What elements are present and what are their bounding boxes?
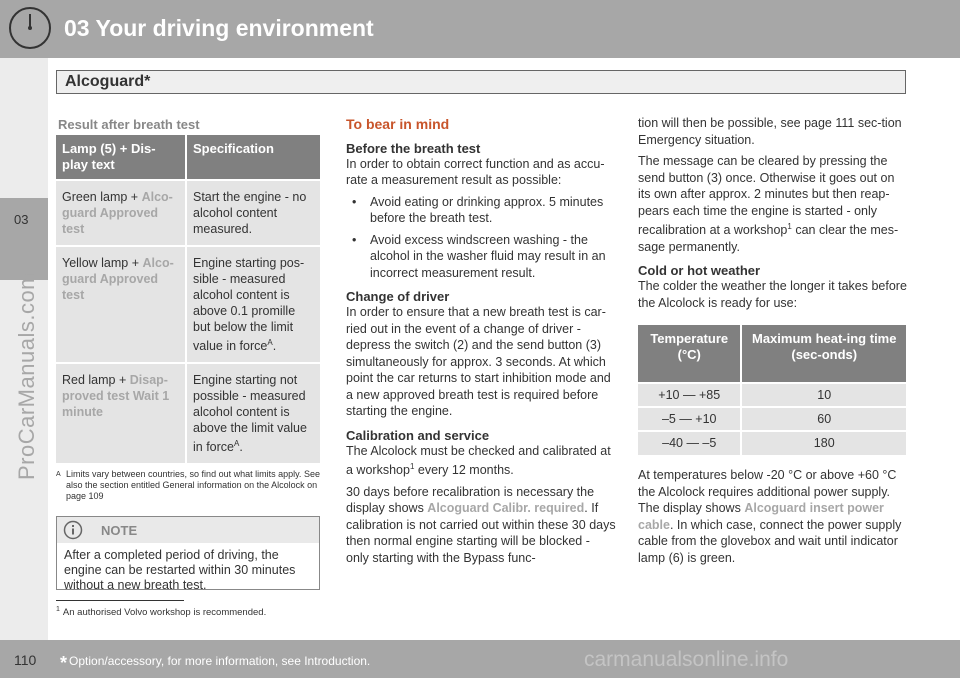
side-watermark: ProCarManuals.com <box>14 270 39 480</box>
power-text-b: . In which case, connect the power supply cable from the glovebox and wait until indicator lamp (6) is green. <box>638 517 902 565</box>
display-text: Alco-guard Approved test <box>62 190 173 236</box>
weather-heading: Cold or hot weather <box>638 263 761 279</box>
clear-text-a: The message can be cleared by pressing the send button (3) once. Otherwise it goes out on its own after approx. 2 minutes but then reap-pears each time the engine is started - only recalibration at a workshop <box>638 154 895 238</box>
spec-text: Engine starting pos-sible - measured alcohol content is above 0.1 promille but below the limit value in force <box>193 256 305 354</box>
temperature-cell: +10 — +85 <box>638 383 741 407</box>
temperature-table <box>638 325 906 455</box>
header-spec: Specification <box>186 135 320 180</box>
spec-note-mark: A <box>234 439 240 449</box>
chapter-tab <box>0 198 48 280</box>
speedometer-icon <box>8 6 52 50</box>
lamp-cell <box>56 246 186 363</box>
calib-text-b: . If calibration is not carried out within these 30 days then normal engine starting will be blocked - only starting with the Bypass func- <box>346 501 616 565</box>
table-header-row <box>56 135 320 180</box>
service-text-a: The Alcolock must be checked and calibrated at a workshop <box>346 443 611 478</box>
temperature-cell: –5 — +10 <box>638 407 741 431</box>
chapter-header <box>0 0 960 58</box>
list-item: • Avoid eating or drinking approx. 5 minutes before the breath test. <box>346 194 616 227</box>
table-row <box>638 431 906 455</box>
header-lamp: Lamp (5) + Dis-play text <box>56 135 186 180</box>
info-icon <box>63 520 83 540</box>
spec-cell <box>186 180 320 246</box>
footnote-marker: 1 <box>56 606 60 613</box>
column-right <box>638 115 908 571</box>
page-footer <box>0 640 960 678</box>
spec-cell: Engine starting not possible - measured alcohol content is above the limit value in force$^A$. <box>186 363 320 463</box>
chapter-number: 03 <box>14 212 29 227</box>
display-text: Alco-guard Approved test <box>62 256 174 302</box>
table-note-text: Limits vary between countries, so find out what limits apply. See also the section entitled General information on the Alcolock on page 109 <box>66 469 320 502</box>
before-test-heading: Before the breath test <box>346 140 481 156</box>
chapter-title: 03 Your driving environment <box>64 15 374 41</box>
result-table <box>56 135 320 463</box>
table-header-row <box>638 325 906 383</box>
temperature-cell: –40 — –5 <box>638 431 741 455</box>
footnote-divider <box>56 600 184 601</box>
page-number: 110 <box>14 652 37 668</box>
service-text <box>346 443 616 479</box>
power-text-a: At temperatures below -20 °C or above +60 °C the Alcolock requires additional power supply. The display shows <box>638 468 897 516</box>
weather-text: The colder the weather the longer it takes before the Alcolock is ready for use: <box>638 279 907 310</box>
spec-note-mark: A <box>267 338 273 347</box>
column-middle <box>346 116 616 571</box>
header-temperature: Temperature (°C) <box>638 325 741 383</box>
note-header <box>57 517 319 543</box>
footnote-ref: 1 <box>787 222 792 231</box>
column-left <box>56 117 320 593</box>
table-note-marker: A <box>56 471 61 479</box>
note-title: NOTE <box>101 523 138 539</box>
table-row <box>56 363 320 463</box>
calib-text-a: 30 days before recalibration is necessary the display shows <box>346 484 595 516</box>
service-text-b: every 12 months. <box>414 463 514 478</box>
lamp-text: Red lamp + <box>62 373 130 388</box>
note-text: After a completed period of driving, the engine can be restarted within 30 minutes without a new breath test. <box>64 548 296 593</box>
footnote-ref: 1 <box>409 462 415 471</box>
before-test-intro: In order to obtain correct function and as accu-rate a measurement result as possible: <box>346 156 605 187</box>
service-heading: Calibration and service <box>346 427 490 443</box>
lamp-text: Yellow lamp + <box>62 256 143 270</box>
footer-watermark: carmanualsonline.info <box>584 648 789 671</box>
continued-text: tion will then be possible, see page 111 sec-tion Emergency situation. <box>638 116 902 147</box>
footnote <box>56 606 266 618</box>
list-item: • Avoid excess windscreen washing - the alcohol in the washer fluid may result in an incorrect measurement result. <box>346 232 616 282</box>
bear-in-mind-heading: To bear in mind <box>346 116 450 132</box>
lamp-cell <box>56 363 186 463</box>
driver-heading: Change of driver <box>346 289 450 304</box>
result-table-title: Result after breath test <box>58 117 200 132</box>
footnote-text: An authorised Volvo workshop is recommended. <box>62 607 267 619</box>
table-row <box>56 246 320 363</box>
spec-cell: Engine starting pos-sible - measured alcohol content is above 0.1 promille but below the limit value in force$^A$. <box>186 246 320 363</box>
display-text: Disap-proved test Wait 1 minute <box>62 373 170 420</box>
heating-time-cell: 10 <box>741 383 906 407</box>
bullet-list <box>346 194 616 282</box>
heating-time-cell: 60 <box>741 407 906 431</box>
power-supply-text <box>638 467 908 566</box>
header-heating-time: Maximum heat-ing time (sec-onds) <box>741 325 906 383</box>
power-display-text: Alcoguard insert power cable <box>638 501 884 532</box>
spec-text: Start the engine - no alcohol content measured. <box>193 190 307 236</box>
lamp-cell <box>56 180 186 246</box>
footer-note-text: Option/accessory, for more information, see Introduction. <box>69 654 371 668</box>
note-box <box>56 516 320 593</box>
clear-text-b: can clear the mes-sage permanently. <box>638 223 899 254</box>
section-title-box <box>56 70 906 94</box>
calibration-text <box>346 484 616 567</box>
driver-text: In order to ensure that a new breath test is car-ried out in the event of a change of driver - depress the switch (2) and the send button (3) simultaneously for approx. 3 seconds. At which point the car returns to start inhibition mode and a new approved breath test is required before starting the engine. <box>346 305 611 418</box>
section-title: Alcoguard* <box>65 73 151 90</box>
calib-display-text: Alcoguard Calibr. required <box>427 501 585 516</box>
heating-time-cell: 180 <box>741 431 906 455</box>
table-note <box>56 469 320 502</box>
clear-message-text <box>638 153 908 255</box>
option-star: * <box>60 653 68 673</box>
table-row <box>638 383 906 407</box>
spec-text: Engine starting not possible - measured alcohol content is above the limit value in force <box>193 373 307 455</box>
table-row <box>638 407 906 431</box>
footer-note <box>60 653 370 674</box>
lamp-text: Green lamp + <box>62 190 142 204</box>
table-row <box>56 180 320 246</box>
